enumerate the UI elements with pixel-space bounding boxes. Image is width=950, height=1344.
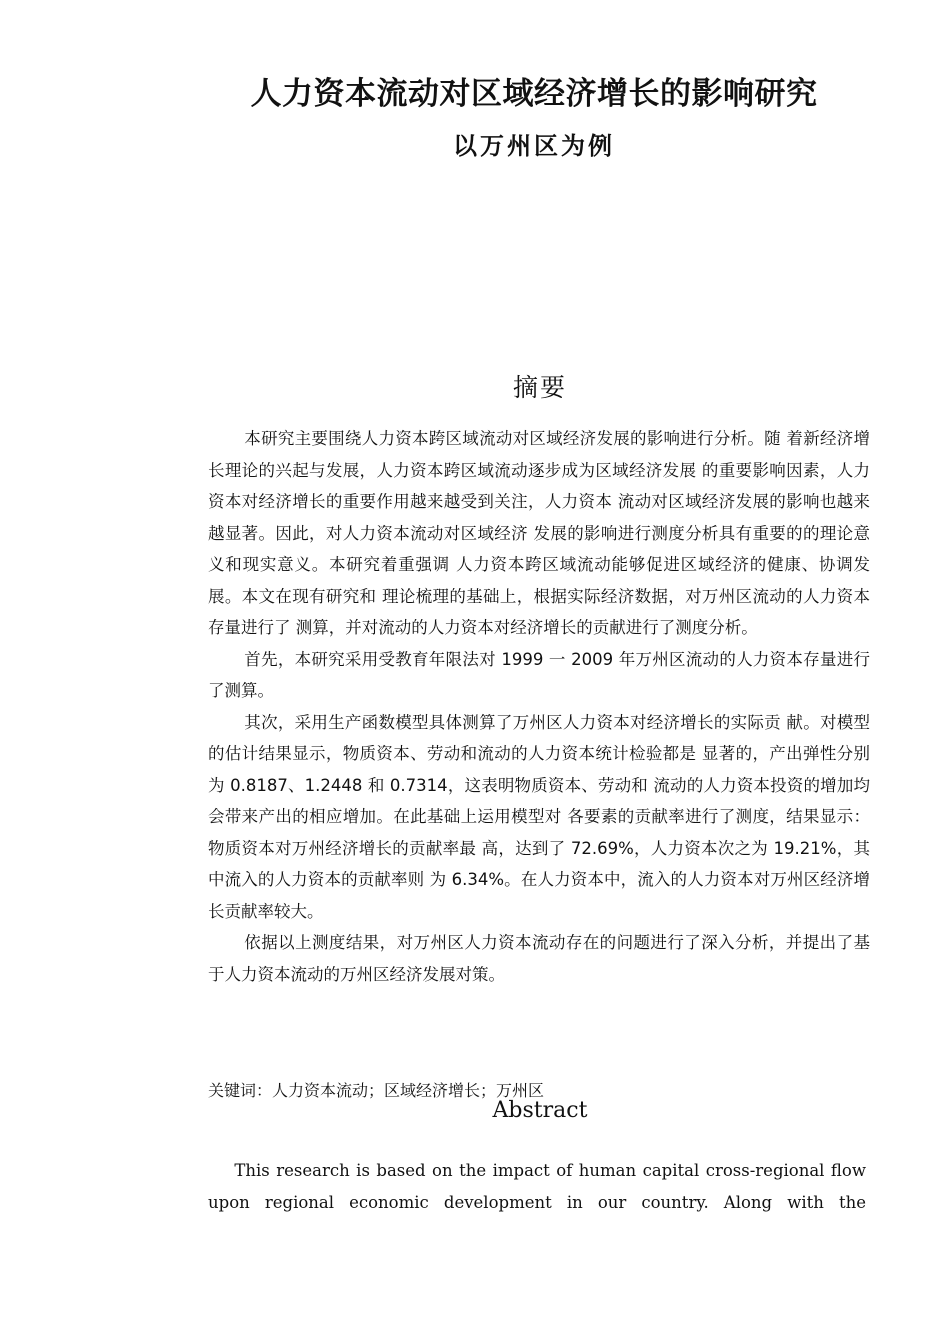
abstract-paragraph-3: 其次，采用生产函数模型具体测算了万州区人力资本对经济增长的实际贡 献。对模型的估计结果显示，物质资本、劳动和流动的人力资本统计检验都是 显著的，产出弹性分别为 0.8187、1.2448 和 0.7314，这表明物质资本、劳动和 流动的人力资本投资的增加均会带来产出的相应增加。在此基础上运用模型对 各要素的贡献率进行了测度，结果显示：物质资本对万州经济增长的贡献率最 高，达到了 72.69%，人力资本次之为 19.21%，其中流入的人力资本的贡献率则 为 6.34%。在人力资本中，流入的人力资本对万州区经济增长贡献率较大。 <box>208 712 870 921</box>
chinese-abstract-heading: 摘要 <box>512 373 567 402</box>
abstract-paragraph-4: 依据以上测度结果，对万州区人力资本流动存在的问题进行了深入分析，并提出了基于人力资本流动的万州区经济发展对策。 <box>208 933 870 984</box>
abstract-paragraph-2: 首先，本研究采用受教育年限法对 1999 一 2009 年万州区流动的人力资本存量进行了测算。 <box>208 649 870 700</box>
english-abstract-paragraph-1: This research is based on the impact of human capital cross-regional flow upon regional economic development in our country. Along with the <box>208 1161 866 1212</box>
english-abstract-heading: Abstract <box>492 1098 588 1123</box>
thesis-title: 人力资本流动对区域经济增长的影响研究 <box>250 76 818 112</box>
english-abstract-body <box>208 1155 866 1219</box>
keywords-line: 关键词：人力资本流动；区域经济增长；万州区 <box>208 1081 545 1100</box>
abstract-paragraph-1: 本研究主要围绕人力资本跨区域流动对区域经济发展的影响进行分析。随 着新经济增长理论的兴起与发展，人力资本跨区域流动逐步成为区域经济发展 的重要影响因素，人力资本对经济增长的重要作用越来越受到关注，人力资本 流动对区域经济发展的影响也越来越显著。因此，对人力资本流动对区域经济 发展的影响进行测度分析具有重要的的理论意义和现实意义。本研究着重强调 人力资本跨区域流动能够促进区域经济的健康、协调发展。本文在现有研究和 理论梳理的基础上，根据实际经济数据，对万州区流动的人力资本存量进行了 测算，并对流动的人力资本对经济增长的贡献进行了测度分析。 <box>208 429 870 637</box>
chinese-abstract-body <box>208 423 870 990</box>
thesis-subtitle: 以万州区为例 <box>453 132 615 160</box>
